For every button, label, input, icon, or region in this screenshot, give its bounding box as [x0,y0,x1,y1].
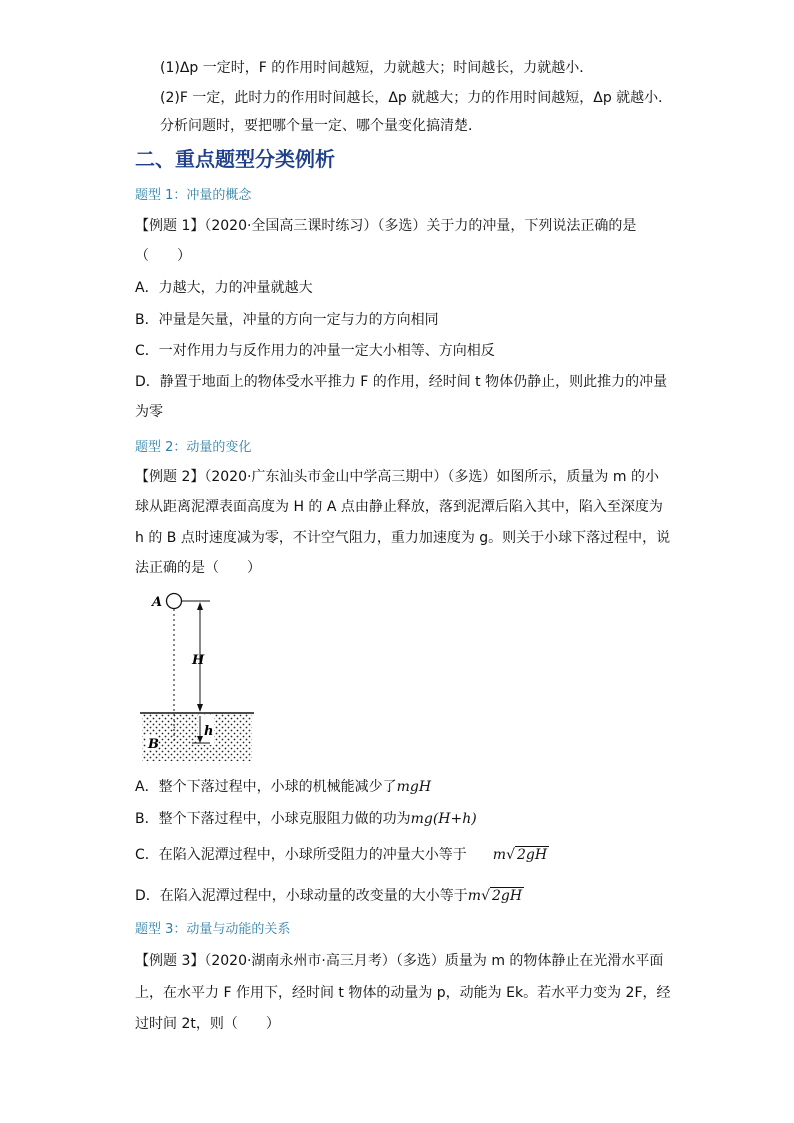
example-1-option-c: C．一对作用力与反作用力的冲量一定大小相等、方向相反 [135,343,495,359]
example-2-option-b-math: mg(H+h) [410,811,477,827]
example-2-option-c-math: m√ 2gH [492,847,548,863]
label-h: h [204,724,214,739]
example-2-option-d-text: D．在陷入泥潭过程中，小球动量的改变量的大小等于 [135,888,468,904]
example-1-question: 【例题 1】（2020·全国高三课时练习）（多选）关于力的冲量，下列说法正确的是 [135,218,637,234]
example-2-line-2: 球从距离泥潭表面高度为 H 的 A 点由静止释放，落到泥潭后陷入其中，陷入至深度为 [135,499,663,515]
example-2-option-d-math: m√ 2gH [467,888,523,904]
intro-line-3: 分析问题时，要把哪个量一定、哪个量变化搞清楚． [160,118,482,134]
example-3-line-3: 过时间 2t，则（ ） [135,1016,280,1032]
example-2-option-c [135,845,549,865]
label-B: B [148,737,159,752]
ball [167,594,182,609]
ball-mud-figure [140,585,255,765]
example-2-line-1: 【例题 2】（2020·广东汕头市金山中学高三期中）（多选）如图所示，质量为 m 的小 [135,469,659,485]
intro-line-2: (2)F 一定，此时力的作用时间越长，Δp 就越大；力的作用时间越短，Δp 就越小． [160,90,673,106]
example-1-option-d-line-2: 为零 [135,404,163,420]
example-1-blank: （ ） [135,248,191,264]
section-title: 二、重点题型分类例析 [135,147,335,171]
label-H: H [192,653,205,668]
example-2-line-4: 法正确的是（ ） [135,560,261,576]
example-2-option-d [135,886,524,906]
example-1-option-d-line-1: D．静置于地面上的物体受水平推力 F 的作用，经时间 t 物体仍静止，则此推力的冲量 [135,374,668,390]
topic-1-label: 题型 1：冲量的概念 [135,188,252,203]
intro-line-1: (1)Δp 一定时，F 的作用时间越短，力就越大；时间越长，力就越小． [160,60,594,76]
label-A: A [152,595,163,610]
example-2-option-c-text: C．在陷入泥潭过程中，小球所受阻力的冲量大小等于 [135,847,467,863]
example-1-option-a: A．力越大，力的冲量就越大 [135,280,313,296]
example-2-line-3: h 的 B 点时速度减为零，不计空气阻力，重力加速度为 g。则关于小球下落过程中，说 [135,530,671,546]
topic-3-label: 题型 3：动量与动能的关系 [135,922,291,937]
example-2-option-a-math: mgH [396,779,432,795]
example-3-line-1: 【例题 3】（2020·湖南永州市·高三月考）（多选）质量为 m 的物体静止在光滑水平面 [135,953,664,969]
example-2-option-a-text: A．整个下落过程中，小球的机械能减少了 [135,779,397,795]
example-2-option-b-text: B．整个下落过程中，小球克服阻力做的功为 [135,811,411,827]
H-arrow-head-bottom [197,704,203,712]
H-arrow-head-top [197,602,203,610]
example-1-option-b: B．冲量是矢量，冲量的方向一定与力的方向相同 [135,312,439,328]
example-3-line-2: 上，在水平力 F 作用下，经时间 t 物体的动量为 p，动能为 Ek。若水平力变为 2F，经 [135,985,671,1001]
topic-2-label: 题型 2：动量的变化 [135,440,252,455]
example-2-option-b [135,809,477,829]
example-2-option-a [135,777,431,797]
